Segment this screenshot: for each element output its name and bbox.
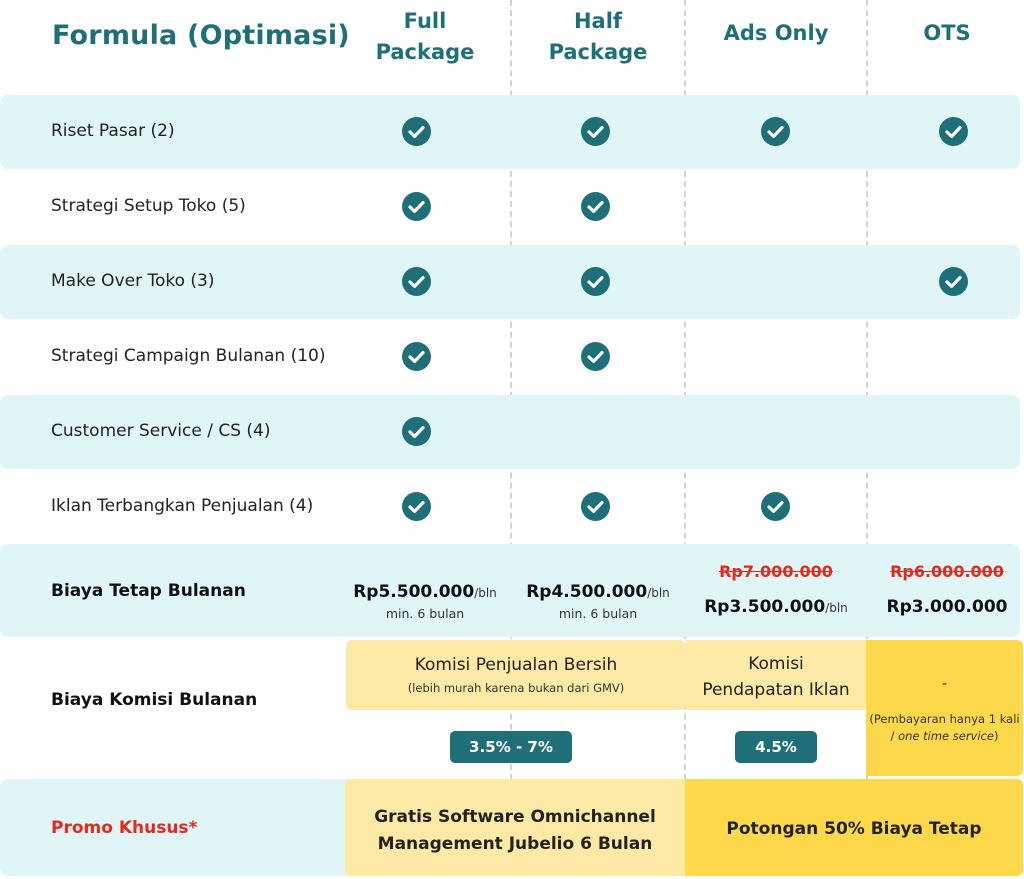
price-unit: /bln <box>825 601 848 615</box>
promo-discount-text: Potongan 50% Biaya Tetap <box>726 819 982 839</box>
ads-commission-title <box>686 651 866 703</box>
feature-label: Make Over Toko (3) <box>51 271 215 291</box>
pricing-row-label: Biaya Tetap Bulanan <box>51 581 246 601</box>
promo-software-line: Gratis Software Omnichannel <box>374 807 656 827</box>
promo-software-line: Management Jubelio 6 Bulan <box>377 834 653 854</box>
price-unit: /bln <box>474 586 497 600</box>
commission-row-label: Biaya Komisi Bulanan <box>51 690 258 710</box>
half-package-min-term: min. 6 bulan <box>558 606 638 621</box>
ads-only-original-price: Rp7.000.000 <box>719 562 833 581</box>
ots-note-line <box>866 728 1023 745</box>
sales-commission-title: Komisi Penjualan Bersih <box>414 655 618 675</box>
promo-row-label: Promo Khusus* <box>51 818 198 838</box>
price-unit: /bln <box>647 586 670 600</box>
column-header-line: Full <box>403 9 447 33</box>
feature-label: Riset Pasar (2) <box>51 121 175 141</box>
full-package-price <box>345 582 505 602</box>
check-icon <box>402 417 431 446</box>
promo-software-text <box>345 804 685 858</box>
ads-commission-rate-badge: 4.5% <box>735 731 817 763</box>
column-header-line: Half <box>573 9 623 33</box>
check-icon <box>581 267 610 296</box>
check-icon <box>581 342 610 371</box>
ots-price: Rp3.000.000 <box>886 597 1008 617</box>
check-icon <box>581 192 610 221</box>
column-header-ads-only: Ads Only <box>723 21 829 45</box>
ads-commission-title-line: Komisi <box>748 654 804 674</box>
full-package-min-term: min. 6 bulan <box>385 606 465 621</box>
feature-label: Customer Service / CS (4) <box>51 421 271 441</box>
check-icon <box>402 117 431 146</box>
feature-label: Iklan Terbangkan Penjualan (4) <box>51 496 314 516</box>
ots-commission-dash: - <box>941 676 948 692</box>
ads-commission-title-line: Pendapatan Iklan <box>702 680 850 700</box>
price-value: Rp4.500.000 <box>526 582 648 602</box>
check-icon <box>761 492 790 521</box>
column-header-line: Package <box>548 40 648 64</box>
ads-only-price <box>690 597 862 617</box>
column-header-ots: OTS <box>923 21 971 45</box>
ots-note-line: (Pembayaran hanya 1 kali <box>869 712 1020 726</box>
ots-note-prefix: / <box>890 729 899 743</box>
ots-note-suffix: ) <box>993 729 999 743</box>
check-icon <box>939 117 968 146</box>
price-value: Rp5.500.000 <box>353 582 475 602</box>
sales-commission-box <box>346 640 686 710</box>
half-package-price <box>518 582 678 602</box>
check-icon <box>581 492 610 521</box>
sales-commission-rate-badge: 3.5% - 7% <box>450 731 572 763</box>
feature-label: Strategi Setup Toko (5) <box>51 196 246 216</box>
ots-note-italic: one time service <box>898 729 994 743</box>
check-icon <box>761 117 790 146</box>
check-icon <box>402 342 431 371</box>
check-icon <box>402 267 431 296</box>
ots-commission-note <box>866 711 1023 745</box>
column-header-full-package <box>345 6 505 68</box>
feature-label: Strategi Campaign Bulanan (10) <box>51 346 326 366</box>
column-header-half-package <box>518 6 678 68</box>
page-title: Formula (Optimasi) <box>52 20 350 51</box>
check-icon <box>581 117 610 146</box>
column-header-line: Package <box>375 40 475 64</box>
ots-commission-box <box>866 640 1023 776</box>
ots-original-price: Rp6.000.000 <box>890 562 1004 581</box>
check-icon <box>402 492 431 521</box>
check-icon <box>939 267 968 296</box>
check-icon <box>402 192 431 221</box>
sales-commission-subtitle: (lebih murah karena bukan dari GMV) <box>407 681 625 695</box>
price-value: Rp3.500.000 <box>704 597 826 617</box>
